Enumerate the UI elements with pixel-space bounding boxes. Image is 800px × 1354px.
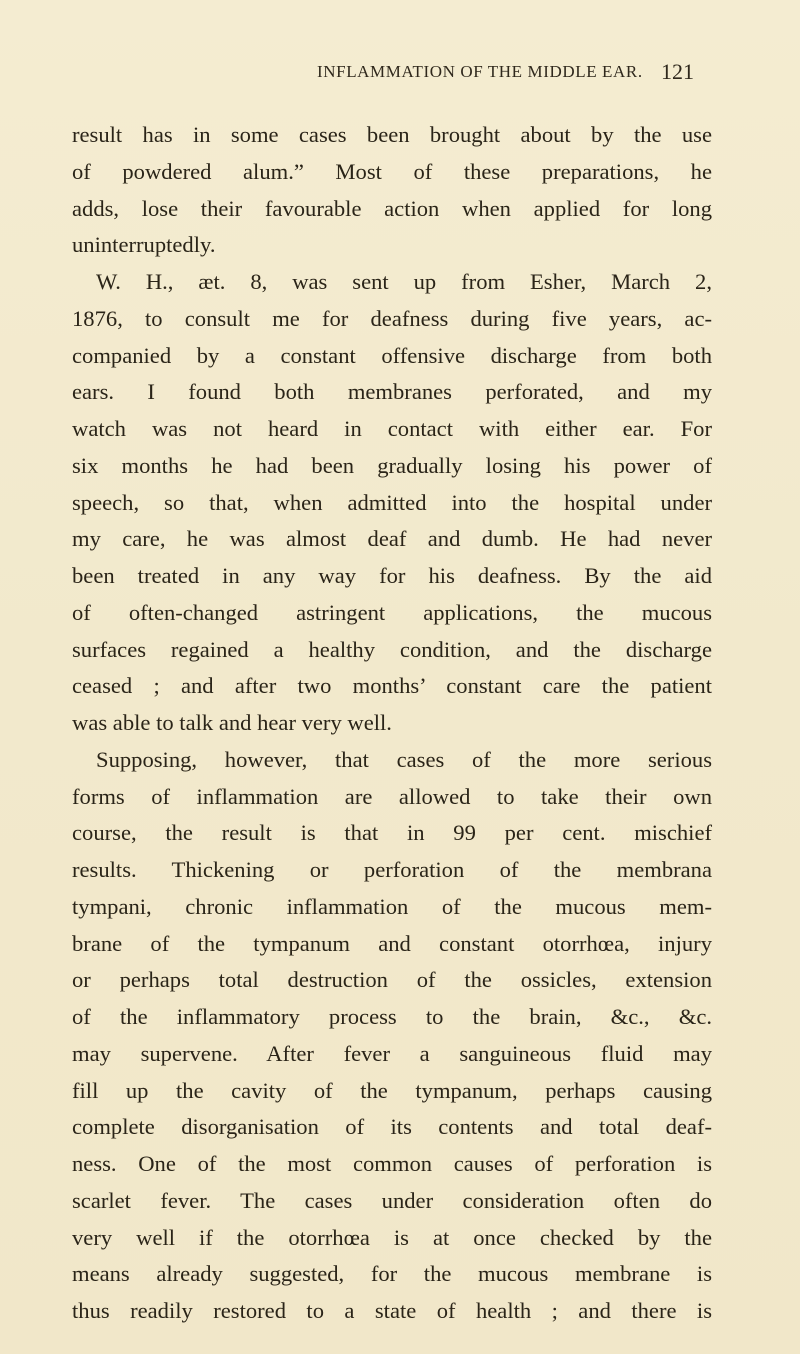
text-line: complete disorganisation of its contents and total deaf- — [72, 1114, 712, 1140]
page-number: 121 — [661, 59, 694, 84]
text-line: uninterruptedly. — [72, 232, 216, 258]
text-line: ears. I found both membranes perforated, and my — [72, 379, 712, 405]
text-line: 1876, to consult me for deafness during five years, ac- — [72, 305, 712, 331]
text-line: ceased ; and after two months’ constant care the patient — [72, 673, 712, 699]
text-line: brane of the tympanum and constant otorrhœa, injury — [72, 930, 712, 956]
text-line: adds, lose their favourable action when applied for long — [72, 195, 712, 221]
text-line: of powdered alum.” Most of these preparations, he — [72, 158, 712, 184]
text-line: very well if the otorrhœa is at once checked by the — [72, 1224, 712, 1250]
text-line: thus readily restored to a state of health ; and there is — [72, 1298, 712, 1323]
text-line: six months he had been gradually losing his power of — [72, 452, 712, 478]
text-line: may supervene. After fever a sanguineous fluid may — [72, 1040, 712, 1066]
text-line: Supposing, however, that cases of the more serious — [96, 746, 712, 772]
running-head — [0, 59, 800, 92]
text-line: of often-changed astringent applications, the mucous — [72, 599, 712, 625]
text-line: scarlet fever. The cases under consideration often do — [72, 1187, 712, 1213]
running-title: INFLAMMATION OF THE MIDDLE EAR. — [317, 62, 643, 81]
text-line: been treated in any way for his deafness. By the aid — [72, 563, 712, 588]
text-line: fill up the cavity of the tympanum, perhaps causing — [72, 1077, 712, 1103]
text-line: ness. One of the most common causes of perforation is — [72, 1151, 712, 1176]
text-line: W. H., æt. 8, was sent up from Esher, March 2, — [96, 269, 712, 294]
text-line: surfaces regained a healthy condition, and the discharge — [72, 636, 712, 662]
text-line: tympani, chronic inflammation of the mucous mem- — [72, 893, 712, 919]
text-line: course, the result is that in 99 per cent. mischief — [72, 820, 712, 846]
body-text — [72, 117, 712, 1330]
text-line: speech, so that, when admitted into the hospital under — [72, 489, 712, 515]
text-line: of the inflammatory process to the brain, &c., &c. — [72, 1004, 712, 1029]
text-line: or perhaps total destruction of the ossicles, extension — [72, 967, 712, 993]
text-line: watch was not heard in contact with either ear. For — [72, 416, 712, 441]
text-line: results. Thickening or perforation of the membrana — [72, 857, 712, 882]
text-line: means already suggested, for the mucous membrane is — [72, 1261, 712, 1287]
text-line: forms of inflammation are allowed to take their own — [72, 783, 712, 809]
text-line: result has in some cases been brought about by the use — [72, 122, 712, 147]
text-line: was able to talk and hear very well. — [72, 710, 392, 735]
text-line: companied by a constant offensive discharge from both — [72, 342, 712, 368]
text-line: my care, he was almost deaf and dumb. He had never — [72, 526, 712, 552]
